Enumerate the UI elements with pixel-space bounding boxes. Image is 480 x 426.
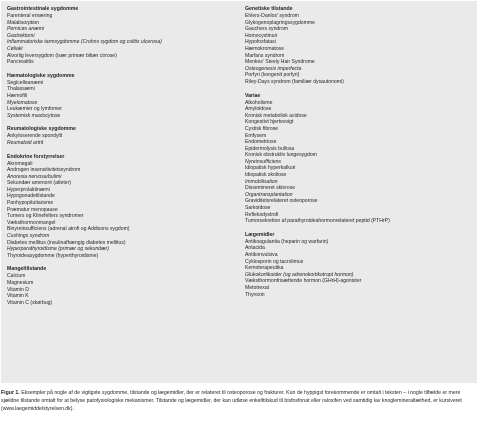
list-item: Hypogonadetilstande — [7, 193, 55, 200]
list-item: Immobilisation — [245, 178, 278, 185]
list-item: Diabetes mellitus (insulinafhængig diabetes mellitus) — [7, 239, 126, 246]
list-item: Alkoholisme — [245, 99, 273, 106]
list-item: Thyroxin — [245, 291, 265, 298]
list-item: Metotrexat — [245, 284, 270, 291]
list-item: Hyperprolaktinæmi — [7, 186, 50, 193]
list-item: Akromegali — [7, 160, 33, 167]
list-item: Epidermolysis bullosa — [245, 145, 295, 152]
list-item: Seglcelleanæmi — [7, 79, 44, 86]
category-title: Variae — [245, 92, 261, 99]
list-item: Emfysem — [245, 132, 267, 139]
list-item: Vitamin C (skørbug) — [7, 299, 53, 306]
caption-text: Eksempler på nogle af de vigtigste sygdomme, tilstande og lægemidler, der er relateret til osteoporose og frakturer. Kun de hyppigst forekommende er omtalt i teksten – i nogle tilfælde er mere sjældne tilstande omtalt for at belyse patofysiologiske mekanismer. Tilstande og lægemidler, der kan udløse enkelttilskud til bisfosfonat eller raloxifen ved samtidig lav knoglemineraltæthed, er kursiveret (www.laegemiddelstyrelsen.dk). — [1, 390, 462, 412]
category-list — [7, 80, 232, 120]
list-item: Kongestivt hjertesvigt — [245, 119, 294, 126]
list-item: Marfans syndrom — [245, 52, 285, 59]
list-item: Cushings syndrom — [7, 233, 50, 240]
category-list — [7, 133, 232, 146]
list-item: Kronisk obstruktiv lungesygdom — [245, 152, 317, 159]
list-item: Ankyloserende spondylit — [7, 133, 63, 140]
list-item: Homocystinuri — [245, 32, 278, 39]
list-item: Leukæmier og lymfomer — [7, 106, 62, 113]
list-item: Riley-Days syndrom (familiær dysautonomi) — [245, 78, 344, 85]
list-item: Thalassæmi — [7, 86, 35, 93]
category-list — [245, 239, 475, 298]
list-item: Hypofosfatasi — [245, 39, 276, 46]
list-item: Sarkoidose — [245, 205, 271, 212]
list-item: Væksthormonmangel — [7, 219, 56, 226]
list-item: Dissemineret sklerose — [245, 185, 296, 192]
category-title: Lægemidler — [245, 231, 275, 238]
list-item: Malabsorption — [7, 19, 39, 26]
list-item: Kemoterapeutika — [245, 265, 284, 272]
list-item: Osteogenesis imperfecta — [245, 65, 302, 72]
right-column — [245, 5, 475, 304]
list-item: Organtransplantation — [245, 191, 293, 198]
list-item: Menkes' Steely Hair Syndrome — [245, 59, 315, 66]
category-section — [7, 265, 232, 306]
category-section — [245, 92, 475, 225]
list-item: Turners og Klinefelters syndromer — [7, 213, 84, 220]
list-item: Glykogenoplagringssygdomme — [245, 19, 315, 26]
category-list — [7, 161, 232, 260]
figure-caption — [1, 389, 478, 413]
category-list — [245, 13, 475, 86]
list-item: Anorexia nervosa/bulimi — [7, 173, 62, 180]
category-section — [245, 5, 475, 86]
category-title: Mangeltilstande — [7, 266, 47, 273]
list-item: Væksthormonfrisættende hormon (GHrH)-agonister — [245, 278, 362, 285]
list-item: Idiopatisk skoliose — [245, 172, 287, 179]
list-item: Amyloidose — [245, 106, 272, 113]
list-item: Vitamin K — [7, 293, 29, 300]
list-item: Antikonvulsiva — [245, 252, 278, 258]
list-item: Endometriose — [245, 139, 277, 146]
list-item: Binyreinsufficiens (adrenal atrofi og Addisons sygdom) — [7, 226, 130, 233]
list-item: Refleksdystrofi — [245, 211, 279, 218]
list-item: Cøliaki — [7, 45, 23, 52]
list-item: Alvorlig leversygdom (især primær biliær cirrose) — [7, 52, 117, 59]
list-item: Cystisk fibrose — [245, 125, 279, 132]
category-section — [7, 5, 232, 66]
left-column — [7, 5, 232, 312]
list-item: Inflammatoriske tarmsygdomme (Crohns sygdom og colitis ulcerosa) — [7, 39, 162, 46]
list-item: Gastrektomi — [7, 32, 35, 39]
list-item: Hyperparathyroidisme (primær og sekundær) — [7, 246, 109, 253]
category-section — [7, 153, 232, 260]
category-list — [7, 13, 232, 66]
list-item: Magnesium — [7, 280, 34, 286]
list-item: Ehlers-Danlos' syndrom — [245, 13, 299, 19]
figure-box — [1, 1, 477, 383]
list-item: Gauchers syndrom — [245, 26, 289, 33]
list-item: Idiopatisk hyperkalkuri — [245, 165, 296, 172]
list-item: Androgen insensitivitetssyndrom — [7, 167, 81, 174]
list-item: Parenteral ernæring — [7, 13, 53, 19]
list-item: Cyklosporin og tacrolimus — [245, 258, 304, 265]
list-item: Porfyri (kongenit porfyri) — [245, 72, 300, 79]
list-item: Antikoagulantia (heparin og warfarin) — [245, 238, 329, 245]
category-section — [7, 72, 232, 120]
list-item: Pancreatitis — [7, 59, 34, 66]
caption-label: Figur 1. — [1, 390, 20, 396]
list-item: Vitamin D — [7, 286, 29, 293]
list-item: Præmatur menopause — [7, 206, 58, 213]
list-item: Systemisk mastocytose — [7, 112, 61, 119]
list-item: Myelomatose — [7, 99, 38, 106]
category-title: Hæmatologiske sygdomme — [7, 72, 75, 79]
list-item: Tumorsekretion af parathyroideahormonrelateret peptid (PTHrP) — [245, 218, 390, 225]
list-item: Calcium — [7, 273, 26, 280]
list-item: Graviditetsrelateret osteoporose — [245, 198, 318, 205]
category-section — [7, 125, 232, 146]
category-section — [245, 231, 475, 298]
list-item: Sekundær amenoré (atleter) — [7, 180, 71, 187]
list-item: Glukokortikoider (og adrenokortikotropt hormon) — [245, 271, 354, 278]
category-list — [245, 100, 475, 225]
list-item: Reumatoid artrit — [7, 139, 44, 146]
list-item: Hæmofili — [7, 92, 28, 99]
list-item: Antacida — [245, 245, 265, 252]
list-item: Panhypopituitarisme — [7, 200, 54, 207]
category-title: Gastrointestinale sygdomme — [7, 6, 79, 12]
category-title: Reumatologiske sygdomme — [7, 126, 76, 133]
list-item: Kronisk metabolisk acidose — [245, 112, 307, 119]
category-title: Genetiske tilstande — [245, 6, 293, 12]
list-item: Pernicøs anæmi — [7, 26, 45, 33]
list-item: Thyroideasygdomme (hyperthyroidisme) — [7, 252, 99, 259]
list-item: Nyreinsufficiens — [245, 158, 281, 165]
list-item: Hæmokromatose — [245, 45, 285, 52]
category-title: Endokrine forstyrrelser — [7, 153, 65, 160]
category-list — [7, 273, 232, 306]
